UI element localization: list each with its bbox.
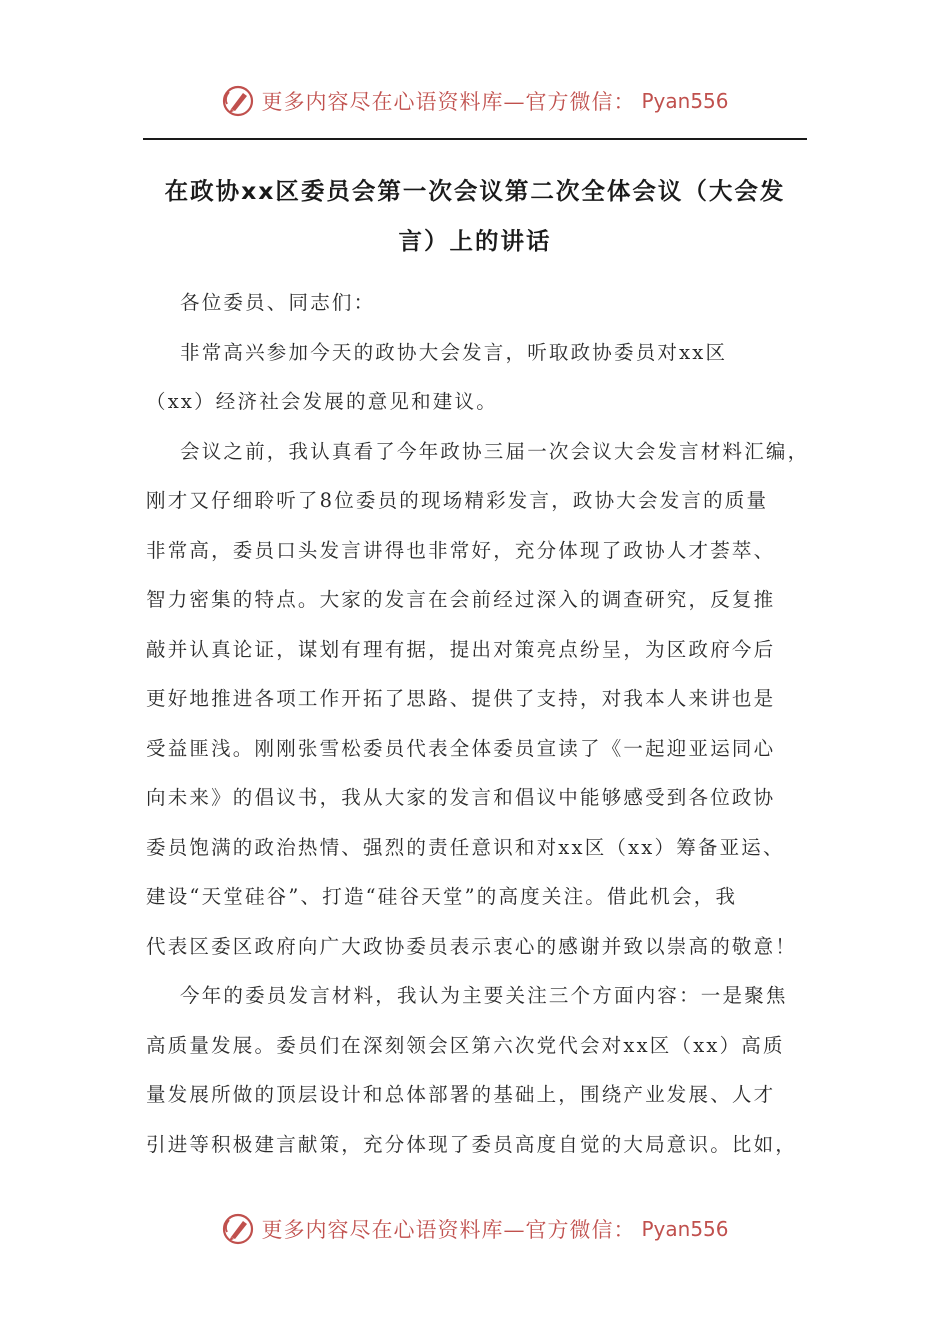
body-line: 非常高兴参加今天的政协大会发言，听取政协委员对xx区 (180, 340, 728, 364)
document-body (146, 278, 814, 1169)
pen-logo-icon (221, 1212, 255, 1246)
body-line: 会议之前，我认真看了今年政协三届一次会议大会发言材料汇编， (180, 439, 810, 463)
body-line: 向未来》的倡议书，我从大家的发言和倡议中能够感受到各位政协 (146, 786, 776, 809)
body-line: 高质量发展。委员们在深刻领会区第六次党代会对xx区（xx）高质 (146, 1033, 785, 1057)
body-line: 敲并认真论证，谋划有理有据，提出对策亮点纷呈，为区政府今后 (146, 637, 776, 661)
header-banner (0, 84, 950, 118)
body-line: 量发展所做的顶层设计和总体部署的基础上，围绕产业发展、人才 (146, 1083, 776, 1106)
body-line: 委员饱满的政治热情、强烈的责任意识和对xx区（xx）筹备亚运、 (146, 835, 785, 859)
title-line-1: 在政协xx区委员会第一次会议第二次全体会议（大会发 (164, 177, 786, 205)
document-title (143, 166, 807, 266)
title-line-2: 言）上的讲话 (398, 227, 552, 255)
footer-banner-text: 更多内容尽在心语资料库—官方微信： (261, 1218, 636, 1242)
pen-logo-icon (221, 84, 255, 118)
body-line: 各位委员、同志们： (180, 291, 376, 314)
body-line: 引进等积极建言献策，充分体现了委员高度自觉的大局意识。比如， (146, 1132, 798, 1156)
body-line: 今年的委员发言材料，我认为主要关注三个方面内容：一是聚焦 (180, 984, 788, 1007)
body-line: 代表区委区政府向广大政协委员表示衷心的感谢并致以崇高的敬意！ (146, 934, 798, 958)
footer-banner-id: Pyan556 (641, 1217, 729, 1241)
body-line: 更好地推进各项工作开拓了思路、提供了支持，对我本人来讲也是 (146, 687, 776, 710)
body-line: 非常高，委员口头发言讲得也非常好，充分体现了政协人才荟萃、 (146, 538, 776, 562)
footer-banner (0, 1212, 950, 1246)
header-banner-id: Pyan556 (641, 89, 729, 113)
body-line: （xx）经济社会发展的意见和建议。 (146, 390, 498, 413)
header-banner-text: 更多内容尽在心语资料库—官方微信： (261, 90, 636, 114)
body-line: 受益匪浅。刚刚张雪松委员代表全体委员宣读了《一起迎亚运同心 (146, 736, 776, 760)
body-line: 建设“天堂硅谷”、打造“硅谷天堂”的高度关注。借此机会，我 (146, 885, 738, 908)
header-divider (143, 138, 807, 140)
body-line: 智力密集的特点。大家的发言在会前经过深入的调查研究，反复推 (146, 588, 776, 611)
body-line: 刚才又仔细聆听了8位委员的现场精彩发言，政协大会发言的质量 (146, 489, 769, 512)
